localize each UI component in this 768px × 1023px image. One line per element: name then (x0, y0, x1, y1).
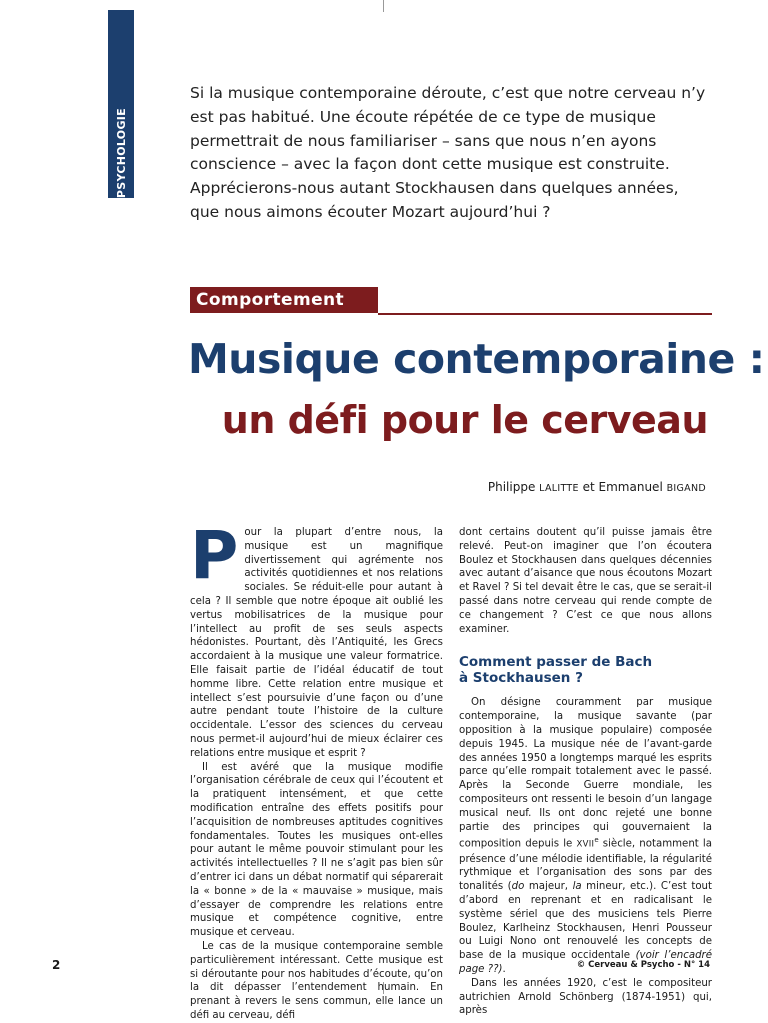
author-and: et Emmanuel (578, 480, 667, 494)
intro-paragraph: Si la musique contemporaine déroute, c’est que notre cerveau n’y est pas habitué. Une écoute répétée de ce type de musique permettrait de nous familiariser – sans que nous n’en ayons conscience – avec la façon dont cette musique est construite. Apprécierons-nous autant Stockhausen dans quelques années, que nous aimons écouter Mozart aujourd’hui ? (190, 84, 706, 221)
paragraph-2: Il est avéré que la musique modifie l’organisation cérébrale de ceux qui l’écoutent et la pratiquent intensément, et que cette modification entraîne des effets positifs pour l’acquisition de nombreuses aptitudes cognitives fondamentales. Toutes les musiques ont-elles pour autant le même pouvoir stimulant pour les activités intellectuelles ? Il ne s’agit pas bien sûr d’entrer ici dans un débat normatif qui séparerait la « bonne » de la « mauvaise » musique, mais d’essayer de comprendre les relations entre musique et compétence cognitive, entre musique et cerveau. (190, 761, 443, 939)
p5-box-reference: (voir l’encadré page ??) (459, 950, 712, 975)
p5-text-e: . (502, 963, 506, 975)
section-tab-label-wrap (108, 10, 134, 198)
paragraph-5 (459, 696, 712, 976)
column-left (190, 517, 443, 1023)
rubric-label: Comportement (196, 290, 345, 310)
section-label: PSYCHOLOGIE (114, 107, 128, 198)
p5-la: la (572, 881, 582, 893)
p5-century: XVII (576, 839, 595, 850)
p5-text-b: siècle, notamment la présence d’une mélodie identifiable, la régularité rythmique et l’organisation des sons par des tonalités ( (459, 838, 712, 893)
paragraph-6: Dans les années 1920, c’est le compositeur autrichien Arnold Schönberg (1874-1951) qui, après (459, 977, 712, 1017)
rubric-badge (190, 287, 378, 313)
p5-text-c: majeur, (524, 881, 573, 893)
p5-do: do (511, 881, 525, 893)
author-last-2: BIGAND (666, 483, 706, 494)
drop-cap: P (190, 517, 239, 594)
subheading-line1: Comment passer de Bach (459, 654, 653, 671)
subheading-line2: à Stockhausen ? (459, 670, 583, 687)
p5-century-sup: e (594, 836, 599, 845)
author-last-1: LALITTE (539, 483, 579, 494)
article-title-line1: Musique contemporaine : (188, 335, 765, 383)
paragraph-1: our la plupart d’entre nous, la musique est un magnifique divertissement qui agrémente nos activités quotidiennes et nos relations sociales. Se réduit-elle pour autant à cela ? Il semble que notre époque ait oublié les vertus mobilisatrices de la musique pour l’intellect au profit de ses seuls aspects hédonistes. Pourtant, dès l’Antiquité, les Grecs accordaient à la musique une valeur formatrice. Elle faisait partie de l’idéal éducatif de tout homme libre. Cette relation entre musique et intellect s’est poursuivie d’une façon ou d’une autre pendant toute l’histoire de la culture occidentale. L’essor des sciences du cerveau nous permet-il aujourd’hui de mieux éclairer ces relations entre musique et esprit ? (190, 527, 443, 759)
p5-text-a: On désigne couramment par musique contemporaine, la musique savante (par opposition à la musique populaire) composée depuis 1945. La musique née de l’avant-garde des années 1950 a longtemps marqué les esprits parce qu’elle rompait totalement avec le passé. Après la Seconde Guerre mondiale, les compositeurs ont ressenti le besoin d’un langage musical neuf. Ils ont donc rejeté une bonne partie des principes qui gouvernaient la composition depuis le (459, 697, 712, 850)
column-right (459, 526, 712, 1018)
byline (488, 480, 706, 494)
paragraph-3: Le cas de la musique contemporaine semble particulièrement intéressant. Cette musique est si déroutante pour nos habitudes d’écoute, qu’on la dit dépasser l’entendement humain. En prenant à revers le sens commun, elle lance un défi au cerveau, défi (190, 940, 443, 1021)
rubric-divider (378, 313, 712, 315)
page-number: 2 (52, 958, 61, 972)
crop-mark-top (383, 0, 384, 12)
article-title-line2: un défi pour le cerveau (221, 398, 708, 442)
author-first-1: Philippe (487, 480, 540, 494)
p5-text-d: mineur, etc.). C’est tout d’abord en reprenant et en radicalisant le système sériel que des musiciens tels Pierre Boulez, Karlheinz Stockhausen, Henri Pousseur ou Luigi Nono ont renouvelé les concepts de base de la musique occidentale (459, 881, 713, 962)
footer-credit: © Cerveau & Psycho - N° 14 (576, 960, 710, 970)
subheading (459, 654, 712, 686)
paragraph-4: dont certains doutent qu’il puisse jamais être relevé. Peut-on imaginer que l’on écoutera Boulez et Stockhausen dans quelques décennies avec autant d’aisance que nous écoutons Mozart et Ravel ? Si tel devait être le cas, que se serait-il passé dans notre cerveau qui rende compte de ce changement ? C’est ce que nous allons examiner. (459, 527, 712, 635)
